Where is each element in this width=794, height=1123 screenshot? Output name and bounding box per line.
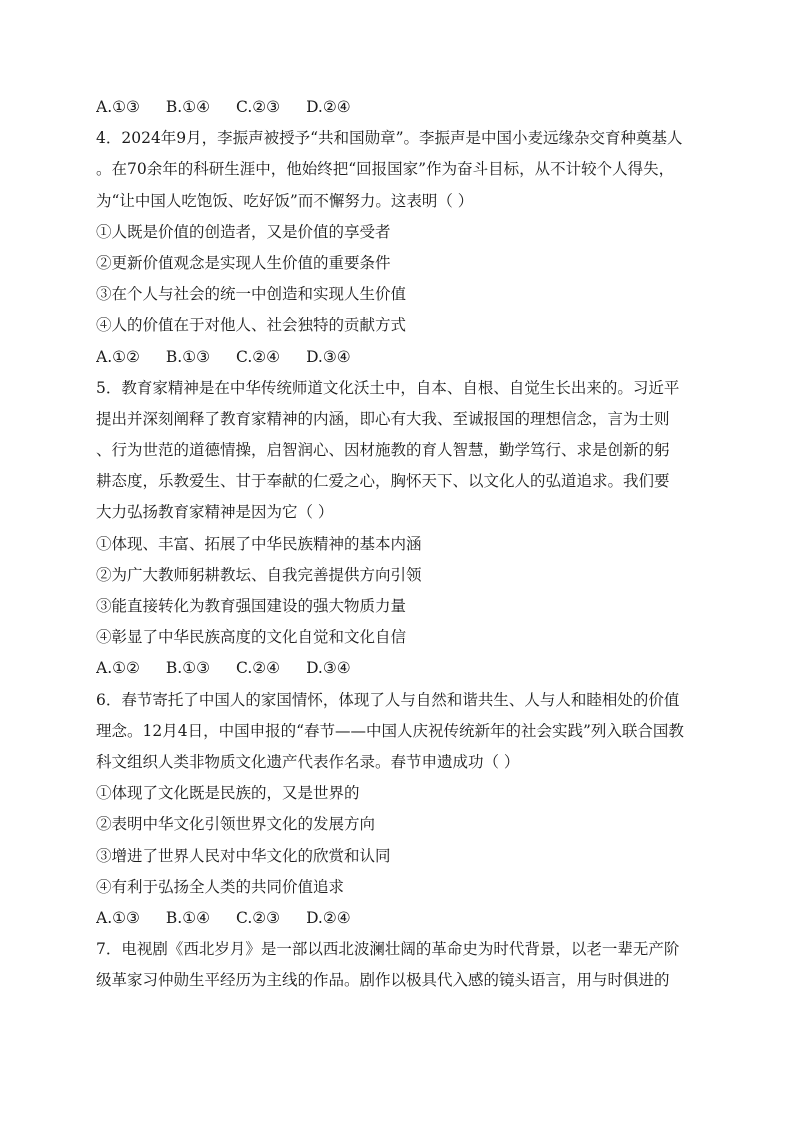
q3-option-c: C.②③	[236, 98, 281, 116]
q5-statement-3: ③能直接转化为教育强国建设的强大物质力量	[96, 597, 407, 615]
q5-option-a: A.①②	[96, 659, 140, 678]
q6-statement-4: ④有利于弘扬全人类的共同价值追求	[96, 877, 345, 896]
q5-statement-1: ①体现、丰富、拓展了中华民族精神的基本内涵	[96, 534, 422, 553]
q3-option-a: A.①③	[96, 98, 140, 116]
q6-statement-2: ②表明中华文化引领世界文化的发展方向	[96, 815, 376, 834]
q4-option-d: D.③④	[306, 347, 351, 366]
q5-statement-4: ④彰显了中华民族高度的文化自觉和文化自信	[96, 628, 407, 647]
q5-options	[96, 653, 696, 684]
q6-option-a: A.①③	[96, 908, 140, 927]
q6-option-c: C.②③	[236, 908, 281, 927]
q5-option-c: C.②④	[236, 659, 281, 678]
q6-statement-3: ③增进了世界人民对中华文化的欣赏和认同	[96, 846, 391, 865]
question-content	[96, 92, 696, 996]
q5-stem-line: 大力弘扬教育家精神是因为它（ ）	[96, 503, 334, 522]
q4-statement-1: ①人既是价值的创造者，又是价值的享受者	[96, 222, 391, 241]
q4-statement-4: ④人的价值在于对他人、社会独特的贡献方式	[96, 316, 407, 335]
q5-option-d: D.③④	[306, 659, 351, 678]
q4-option-a: A.①②	[96, 347, 140, 366]
q6-option-d: D.②④	[306, 908, 351, 927]
q6-stem-line: 理念。12月4日，中国申报的“春节——中国人庆祝传统新年的社会实践”列入联合国教	[96, 721, 684, 740]
q3-options	[96, 92, 696, 123]
q4-stem-line: 4．2024年9月，李振声被授予“共和国勋章”。李振声是中国小麦远缘杂交育种奠基人	[96, 129, 683, 148]
q6-options	[96, 903, 696, 934]
q6-statement-1: ①体现了文化既是民族的，又是世界的	[96, 784, 360, 803]
q6-stem-line: 科文组织人类非物质文化遗产代表作名录。春节申遗成功（ ）	[96, 752, 520, 771]
q5-stem-line: 5．教育家精神是在中华传统师道文化沃土中，自本、自根、自觉生长出来的。习近平	[96, 378, 680, 397]
question-5	[96, 373, 696, 685]
q4-stem-line: 为“让中国人吃饱饭、吃好饭”而不懈努力。这表明（ ）	[96, 191, 474, 210]
question-7	[96, 934, 696, 996]
q4-option-c: C.②④	[236, 347, 281, 366]
q3-option-b: B.①④	[165, 98, 211, 116]
q7-stem-line: 7．电视剧《西北岁月》是一部以西北波澜壮阔的革命史为时代背景，以老一辈无产阶	[96, 940, 680, 959]
q5-stem-line: 提出并深刻阐释了教育家精神的内涵，即心有大我、至诚报国的理想信念，言为士则	[96, 409, 670, 428]
q5-stem-line: 、行为世范的道德情操，启智润心、因材施教的育人智慧，勤学笃行、求是创新的躬	[96, 441, 670, 460]
q6-option-b: B.①④	[165, 908, 211, 927]
q5-option-b: B.①③	[165, 659, 211, 678]
q4-stem-line: 。在70余年的科研生涯中，他始终把“回报国家”作为奋斗目标，从不计较个人得失，	[96, 160, 675, 179]
q6-stem-line: 6．春节寄托了中国人的家国情怀，体现了人与自然和谐共生、人与人和睦相处的价值	[96, 690, 680, 709]
question-4	[96, 123, 696, 373]
q3-option-d: D.②④	[306, 98, 351, 116]
q7-stem-line: 级革家习仲勋生平经历为主线的作品。剧作以极具代入感的镜头语言，用与时俱进的	[96, 971, 670, 990]
q5-statement-2: ②为广大教师躬耕教坛、自我完善提供方向引领	[96, 565, 422, 584]
q5-stem-line: 耕态度，乐教爱生、甘于奉献的仁爱之心，胸怀天下、以文化人的弘道追求。我们要	[96, 472, 670, 491]
q4-options	[96, 342, 696, 373]
q4-option-b: B.①③	[165, 347, 211, 366]
q4-statement-2: ②更新价值观念是实现人生价值的重要条件	[96, 253, 391, 272]
question-6	[96, 685, 696, 935]
q4-statement-3: ③在个人与社会的统一中创造和实现人生价值	[96, 285, 407, 304]
